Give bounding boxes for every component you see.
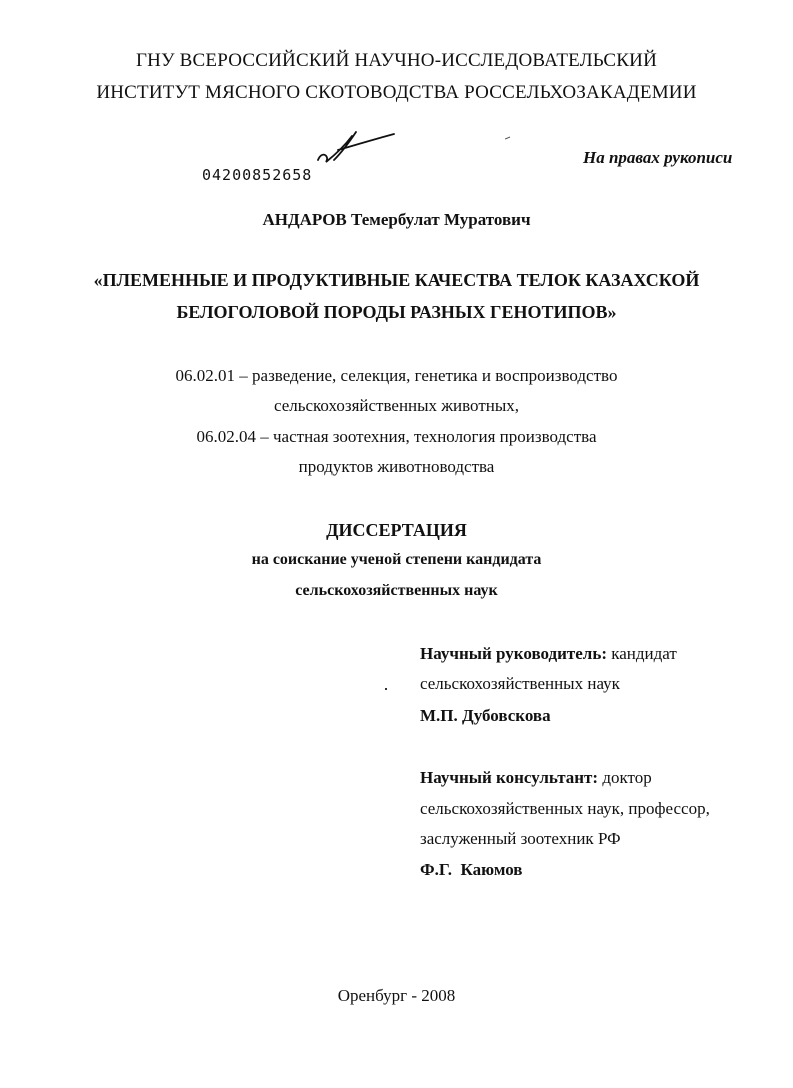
stray-dot: [385, 688, 387, 690]
dissertation-heading: ДИССЕРТАЦИЯ: [326, 520, 467, 540]
degree-line-2: сельскохозяйственных наук: [295, 582, 498, 599]
consultant-rank-part-1: доктор: [598, 768, 652, 787]
supervisor-rank-part-1: кандидат: [607, 644, 677, 663]
specialty-line-1: 06.02.01 – разведение, селекция, генетика и воспроизводство: [175, 366, 618, 385]
institution-line-1: ГНУ ВСЕРОССИЙСКИЙ НАУЧНО-ИССЛЕДОВАТЕЛЬСКИЙ: [135, 50, 658, 71]
place-year: Оренбург - 2008: [337, 986, 456, 1005]
title-line-2: БЕЛОГОЛОВОЙ ПОРОДЫ РАЗНЫХ ГЕНОТИПОВ»: [176, 302, 617, 322]
supervisor-rank-part-2: сельскохозяйственных наук: [420, 674, 620, 693]
supervisor-name: М.П. Дубовскова: [420, 706, 551, 725]
specialty-line-4: продуктов животноводства: [298, 457, 495, 476]
speck-mark: [505, 136, 511, 140]
specialty-line-2: сельскохозяйственных животных,: [273, 396, 520, 415]
consultant-title-line: [420, 768, 652, 788]
consultant-rank-part-3: заслуженный зоотехник РФ: [420, 829, 621, 848]
supervisor-title-line: [420, 644, 677, 664]
degree-line-1: на соискание ученой степени кандидата: [251, 551, 542, 568]
specialty-line-3: 06.02.04 – частная зоотехния, технология производства: [196, 427, 597, 446]
title-line-1: «ПЛЕМЕННЫЕ И ПРОДУКТИВНЫЕ КАЧЕСТВА ТЕЛОК КАЗАХСКОЙ: [93, 270, 700, 290]
supervisor-label: Научный руководитель:: [420, 644, 607, 663]
signature-mark: [312, 126, 402, 168]
consultant-name: Ф.Г. Каюмов: [420, 860, 523, 879]
consultant-rank-part-2: сельскохозяйственных наук, профессор,: [420, 799, 710, 818]
institution-line-2: ИНСТИТУТ МЯСНОГО СКОТОВОДСТВА РОССЕЛЬХОЗАКАДЕМИИ: [96, 82, 697, 103]
author-surname: АНДАРОВ: [262, 210, 347, 229]
author-name: [0, 210, 793, 230]
consultant-label: Научный консультант:: [420, 768, 599, 787]
document-code: 04200852658: [202, 166, 313, 184]
rights-note: На правах рукописи: [583, 148, 733, 167]
author-given-names: Темербулат Муратович: [351, 210, 531, 229]
